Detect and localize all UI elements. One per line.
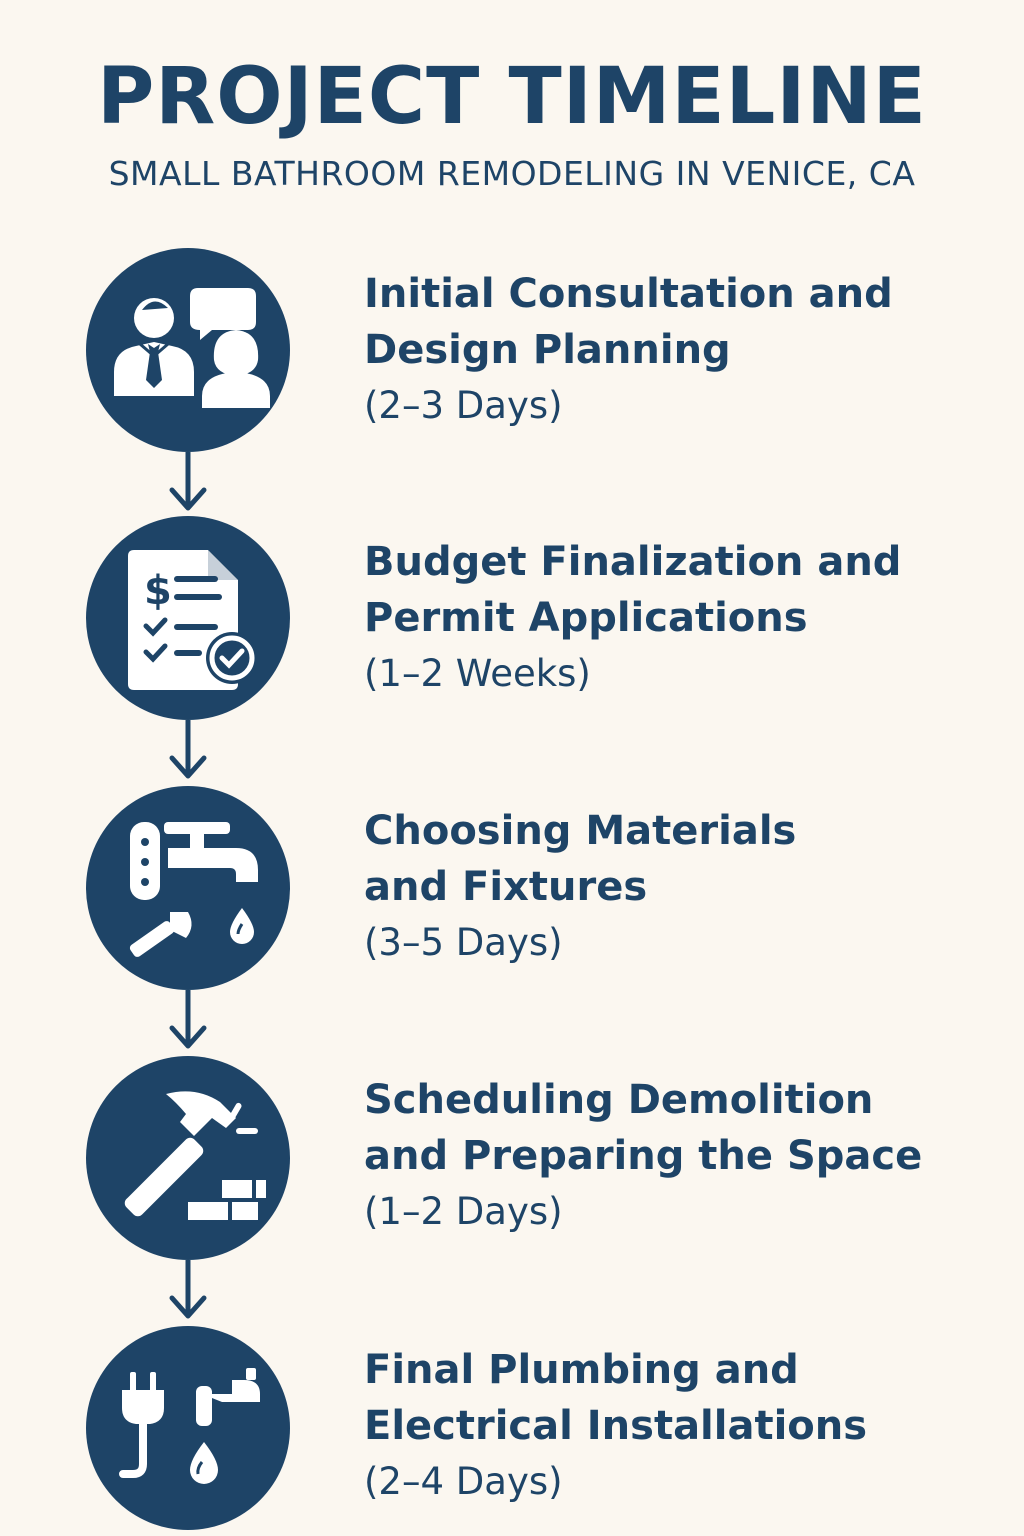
step-5-icon-circle xyxy=(86,1326,290,1530)
arrow-down-3-icon xyxy=(166,990,210,1050)
plug-pipe-icon xyxy=(86,1326,290,1530)
page-title: PROJECT TIMELINE xyxy=(97,52,927,142)
step-3-duration: (3–5 Days) xyxy=(364,921,563,964)
step-4 xyxy=(364,1072,984,1240)
step-5-duration: (2–4 Days) xyxy=(364,1460,563,1503)
consultation-people-icon xyxy=(86,248,290,452)
arrow-down-4-icon xyxy=(166,1260,210,1320)
page-subtitle: SMALL BATHROOM REMODELING IN VENICE, CA xyxy=(108,154,916,193)
step-3-icon-circle xyxy=(86,786,290,990)
step-2 xyxy=(364,534,984,702)
step-5 xyxy=(364,1342,984,1510)
step-2-icon-circle xyxy=(86,516,290,720)
step-4-icon-circle xyxy=(86,1056,290,1260)
step-4-title: Scheduling Demolition and Preparing the Space xyxy=(364,1077,923,1179)
step-3 xyxy=(364,803,984,971)
arrow-down-2-icon xyxy=(166,720,210,780)
step-1 xyxy=(364,266,984,434)
step-3-title: Choosing Materials and Fixtures xyxy=(364,808,797,910)
svg-text:$: $ xyxy=(144,568,172,614)
step-1-icon-circle xyxy=(86,248,290,452)
budget-document-icon xyxy=(86,516,290,720)
faucet-materials-icon xyxy=(86,786,290,990)
arrow-down-1-icon xyxy=(166,452,210,512)
step-1-duration: (2–3 Days) xyxy=(364,384,563,427)
step-4-duration: (1–2 Days) xyxy=(364,1190,563,1233)
step-1-title: Initial Consultation and Design Planning xyxy=(364,271,893,373)
step-2-title: Budget Finalization and Permit Applications xyxy=(364,539,902,641)
hammer-bricks-icon xyxy=(86,1056,290,1260)
step-5-title: Final Plumbing and Electrical Installations xyxy=(364,1347,868,1449)
step-2-duration: (1–2 Weeks) xyxy=(364,652,591,695)
